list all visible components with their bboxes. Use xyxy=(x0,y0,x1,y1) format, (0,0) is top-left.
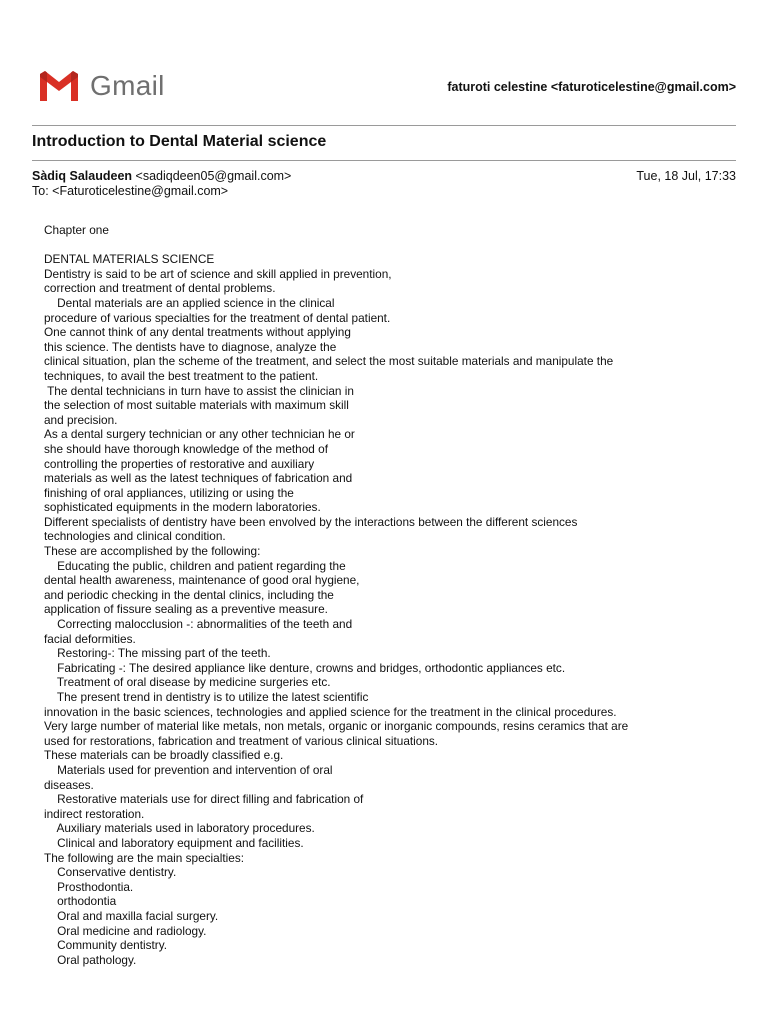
body-line: application of fissure sealing as a preventive measure. xyxy=(44,602,328,617)
body-line: Dental materials are an applied science in the clinical xyxy=(44,295,335,310)
header-divider xyxy=(32,125,736,126)
body-line: The dental technicians in turn have to assist the clinician in xyxy=(44,383,354,398)
account-owner: faturoti celestine <faturoticelestine@gmail.com> xyxy=(447,80,736,94)
sender xyxy=(32,169,291,184)
sender-email: <sadiqdeen05@gmail.com> xyxy=(135,169,292,183)
body-line: facial deformities. xyxy=(44,631,136,646)
body-line: finishing of oral appliances, utilizing or using the xyxy=(44,485,294,500)
body-line: The present trend in dentistry is to utilize the latest scientific xyxy=(44,690,369,704)
body-line: One cannot think of any dental treatments without applying xyxy=(44,325,351,340)
body-line: clinical situation, plan the scheme of the treatment, and select the most suitable materials and manipulate the xyxy=(44,354,614,369)
body-line: These are accomplished by the following: xyxy=(44,544,261,559)
body-line: Community dentistry. xyxy=(44,938,168,953)
body-line: Very large number of material like metals, non metals, organic or inorganic compounds, resins ceramics that are xyxy=(44,719,629,734)
recipient: To: <Faturoticelestine@gmail.com> xyxy=(32,183,229,198)
sender-row xyxy=(32,169,736,184)
body-line: technologies and clinical condition. xyxy=(44,529,226,544)
body-line: These materials can be broadly classified e.g. xyxy=(44,748,284,763)
body-line: indirect restoration. xyxy=(44,806,145,821)
body-line: The following are the main specialties: xyxy=(44,850,244,865)
body-line: Different specialists of dentistry have been envolved by the interactions between the different sciences xyxy=(44,514,578,529)
body-line: Dentistry is said to be art of science and skill applied in prevention, xyxy=(44,266,392,281)
body-line: Auxiliary materials used in laboratory procedures. xyxy=(44,821,315,836)
body-line: procedure of various specialties for the treatment of dental patient. xyxy=(44,310,391,325)
body-line: orthodontia xyxy=(44,894,117,909)
body-line: dental health awareness, maintenance of good oral hygiene, xyxy=(44,573,360,588)
sender-name: Sàdiq Salaudeen xyxy=(32,169,133,183)
body-line: Restorative materials use for direct filling and fabrication of xyxy=(44,792,364,807)
body-line: this science. The dentists have to diagnose, analyze the xyxy=(44,339,337,354)
body-line: Chapter one xyxy=(44,223,109,237)
body-line: As a dental surgery technician or any other technician he or xyxy=(44,427,355,442)
body-line: she should have thorough knowledge of the method of xyxy=(44,441,328,456)
body-line: Oral and maxilla facial surgery. xyxy=(44,908,219,923)
body-line: controlling the properties of restorative and auxiliary xyxy=(44,456,315,471)
body-line: used for restorations, fabrication and treatment of various clinical situations. xyxy=(44,733,439,748)
body-line: Fabricating -: The desired appliance like denture, crowns and bridges, orthodontic appliances etc. xyxy=(44,660,566,675)
body-line: techniques, to avail the best treatment to the patient. xyxy=(44,368,319,383)
body-line: the selection of most suitable materials with maximum skill xyxy=(44,398,349,413)
body-line: Clinical and laboratory equipment and facilities. xyxy=(44,835,304,850)
body-line: Conservative dentistry. xyxy=(44,865,177,880)
subject-divider xyxy=(32,160,736,161)
email-body xyxy=(44,223,744,967)
body-line: correction and treatment of dental problems. xyxy=(44,281,276,296)
body-line: and periodic checking in the dental clinics, including the xyxy=(44,587,334,602)
body-line: Prosthodontia. xyxy=(44,879,134,894)
body-line: diseases. xyxy=(44,777,94,792)
body-line: Restoring-: The missing part of the teeth. xyxy=(44,646,271,661)
email-meta xyxy=(32,169,736,198)
body-line: Correcting malocclusion -: abnormalities of the teeth and xyxy=(44,617,353,632)
body-line: Oral pathology. xyxy=(44,952,137,967)
body-line: Treatment of oral disease by medicine surgeries etc. xyxy=(44,675,331,690)
gmail-logo-icon xyxy=(38,70,80,102)
body-line: Educating the public, children and patient regarding the xyxy=(44,558,346,573)
body-line: Oral medicine and radiology. xyxy=(44,923,207,938)
body-line: innovation in the basic sciences, technologies and applied science for the treatment in the clinical procedures. xyxy=(44,704,617,719)
body-line xyxy=(44,238,744,253)
gmail-brand xyxy=(38,70,165,102)
body-line: Materials used for prevention and intervention of oral xyxy=(44,762,333,777)
body-line: materials as well as the latest techniques of fabrication and xyxy=(44,471,353,486)
email-date: Tue, 18 Jul, 17:33 xyxy=(636,169,736,183)
body-line: sophisticated equipments in the modern laboratories. xyxy=(44,500,321,515)
body-line: DENTAL MATERIALS SCIENCE xyxy=(44,252,215,267)
gmail-wordmark: Gmail xyxy=(90,70,165,101)
email-subject: Introduction to Dental Material science xyxy=(32,133,327,150)
body-line: and precision. xyxy=(44,412,118,427)
